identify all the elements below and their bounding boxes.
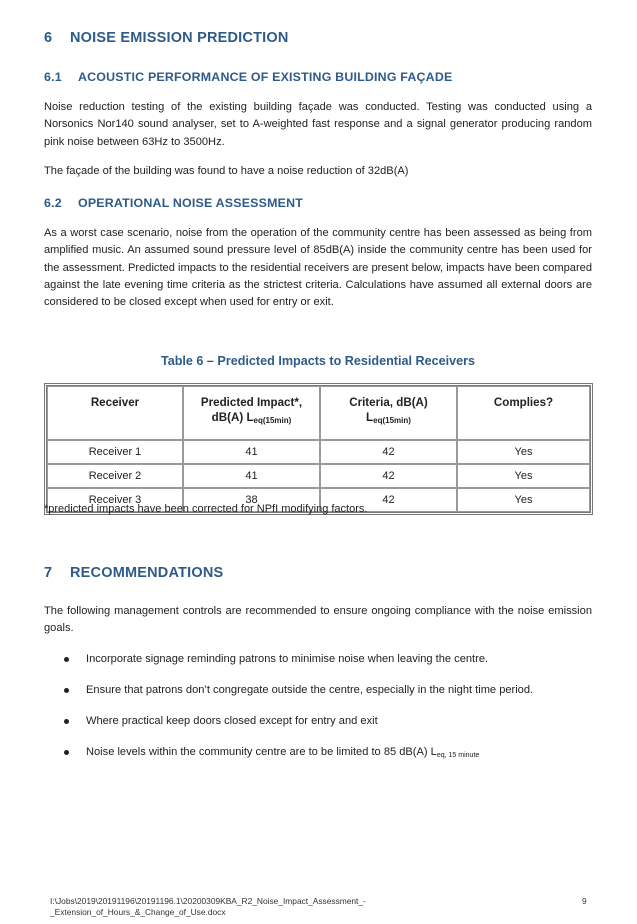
bullet-icon [64, 719, 69, 724]
cell-impact: 41 [183, 464, 320, 488]
header-impact-line2: dB(A) L [211, 411, 254, 424]
section-title: RECOMMENDATIONS [70, 565, 224, 581]
table-row [47, 464, 590, 488]
predicted-impacts-table [44, 383, 593, 515]
list-item-subscript: eq, 15 minute [436, 752, 480, 759]
list-item-text: Ensure that patrons don’t congregate outside the centre, especially in the night time period. [86, 684, 534, 696]
paragraph-testing: Noise reduction testing of the existing building façade was conducted. Testing was conducted using a Norsonics Nor140 sound analyser, set to A-weighted fast response and a signal generator producing random pink noise between 63Hz to 3500Hz. [44, 101, 592, 148]
cell-complies: Yes [457, 464, 590, 488]
cell-criteria: 42 [320, 440, 457, 464]
header-criteria-line2: L [366, 411, 374, 424]
cell-receiver: Receiver 2 [47, 464, 183, 488]
cell-receiver: Receiver 3 [47, 488, 183, 512]
list-item-text: Noise levels within the community centre are to be limited to 85 dB(A) L [86, 746, 437, 758]
list-item [44, 651, 592, 682]
table-footnote: *predicted impacts have been corrected for NPfI modifying factors. [44, 503, 368, 515]
list-item [44, 713, 592, 744]
cell-impact: 38 [183, 488, 320, 512]
section-title: NOISE EMISSION PREDICTION [70, 30, 289, 46]
page-number: 9 [582, 896, 587, 906]
table-row [47, 440, 590, 464]
list-item-text: Incorporate signage reminding patrons to minimise noise when leaving the centre. [86, 653, 489, 665]
cell-complies: Yes [457, 488, 590, 512]
list-item-text: Where practical keep doors closed except for entry and exit [86, 715, 378, 727]
recommendations-list [44, 651, 592, 775]
paragraph-operational-assessment: As a worst case scenario, noise from the operation of the community centre has been assessed as being from amplified music. An assumed sound pressure level of 85dB(A) inside the community centre has been used for the assessment. Predicted impacts to the residential receivers are present below, impacts have been compared against the late evening time criteria as the strictest criteria. Calculations have assumed all external doors are considered to be closed except when used for entry or exit. [44, 227, 592, 309]
section-number: 7 [44, 565, 53, 581]
subsection-6-2-heading [44, 196, 303, 210]
header-complies-label: Complies? [493, 396, 554, 409]
header-impact-subscript: eq(15min) [253, 416, 292, 425]
header-impact-line1: Predicted Impact*, [200, 396, 303, 409]
header-criteria [320, 386, 457, 440]
paragraph-recommendations-intro: The following management controls are recommended to ensure ongoing compliance with the noise emission goals. [44, 605, 592, 635]
cell-criteria: 42 [320, 488, 457, 512]
bullet-icon [64, 750, 69, 755]
list-item [44, 682, 592, 713]
section-7-heading [44, 565, 223, 581]
cell-criteria: 42 [320, 464, 457, 488]
subsection-number: 6.2 [44, 196, 62, 210]
bullet-icon [64, 688, 69, 693]
section-number: 6 [44, 30, 53, 46]
header-criteria-subscript: eq(15min) [373, 416, 411, 425]
header-receiver [47, 386, 183, 440]
subsection-6-1-heading [44, 70, 452, 84]
footer-path-line2: _Extension_of_Hours_&_Change_of_Use.docx [50, 907, 226, 917]
subsection-title: OPERATIONAL NOISE ASSESSMENT [78, 196, 303, 210]
cell-impact: 41 [183, 440, 320, 464]
header-criteria-line1: Criteria, dB(A) [349, 396, 428, 409]
paragraph-facade-reduction: The façade of the building was found to have a noise reduction of 32dB(A) [44, 165, 409, 177]
header-receiver-label: Receiver [90, 396, 140, 409]
cell-receiver: Receiver 1 [47, 440, 183, 464]
footer-path-line1: I:\Jobs\2019\20191196\20191196.1\20200309KBA_R2_Noise_Impact_Assessment_- [50, 896, 366, 906]
list-item [44, 744, 592, 775]
cell-complies: Yes [457, 440, 590, 464]
table-caption: Table 6 – Predicted Impacts to Residential Receivers [160, 354, 476, 368]
footer-file-path [50, 896, 366, 918]
table-header-row [47, 386, 590, 440]
section-6-heading [44, 30, 289, 46]
bullet-icon [64, 657, 69, 662]
header-predicted-impact [183, 386, 320, 440]
subsection-number: 6.1 [44, 70, 62, 84]
subsection-title: ACOUSTIC PERFORMANCE OF EXISTING BUILDING FAÇADE [78, 70, 453, 84]
header-complies [457, 386, 590, 440]
